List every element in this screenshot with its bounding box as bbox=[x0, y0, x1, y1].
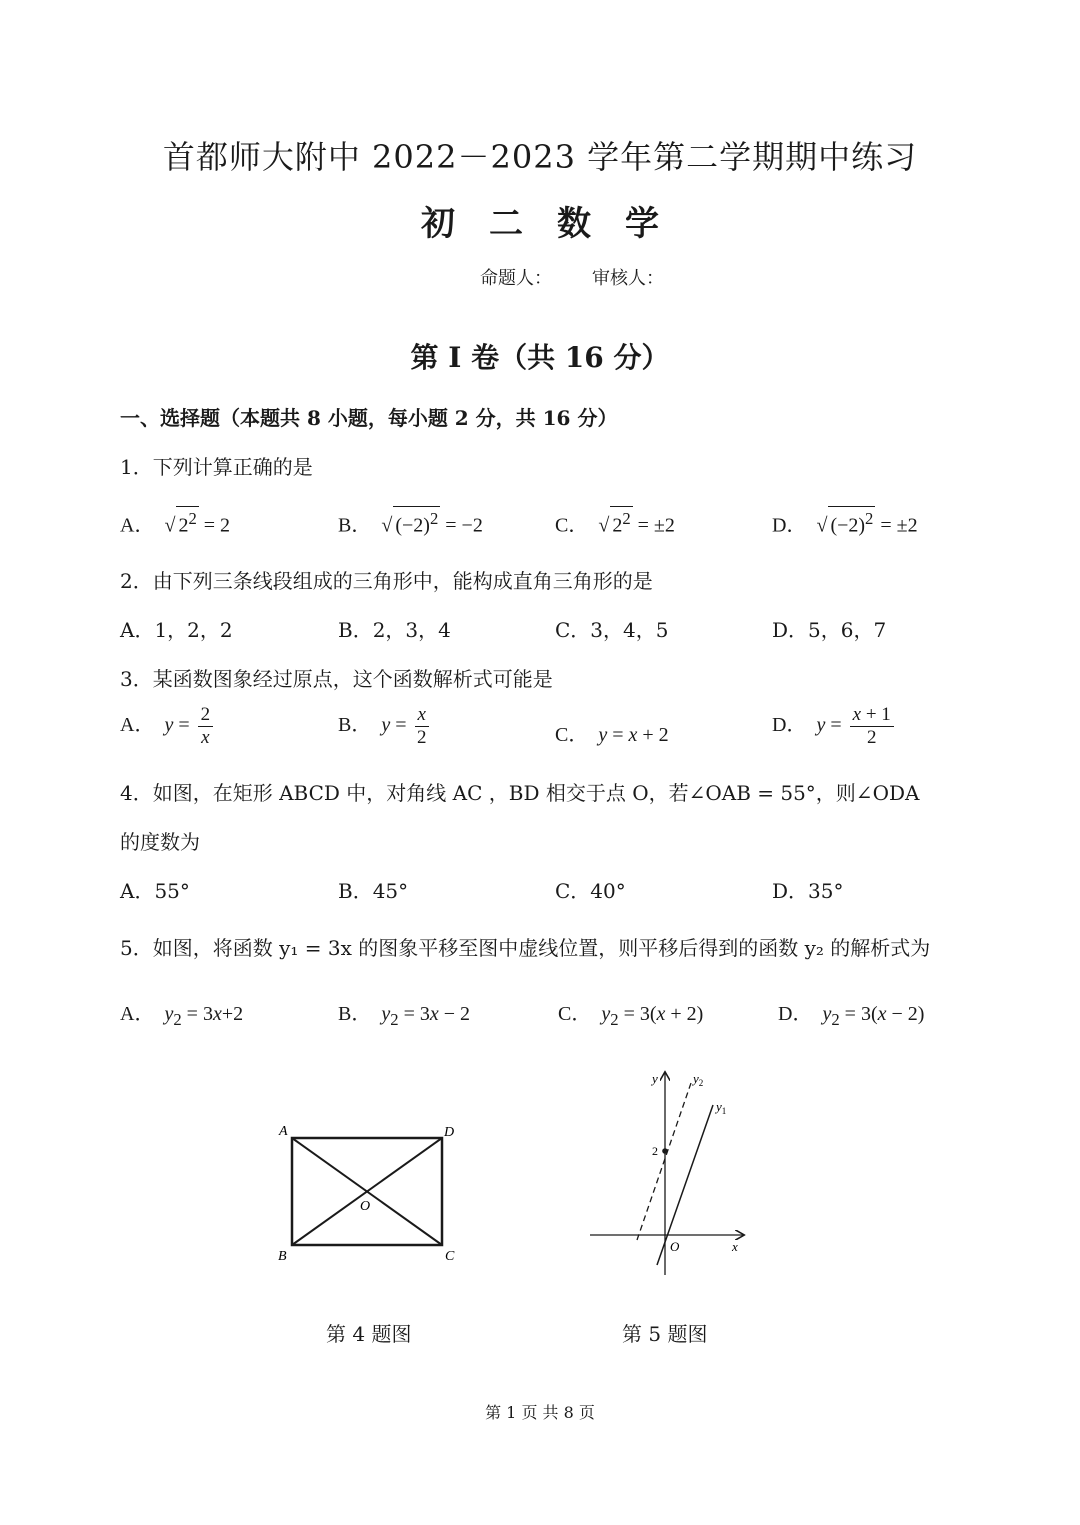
question-5-option-c: C． $y_2 = 3(x + 2)$ bbox=[558, 1003, 704, 1029]
question-3-stem: 3．某函数图象经过原点，这个函数解析式可能是 bbox=[120, 667, 553, 691]
page-footer: 第 1 页 共 8 页 bbox=[485, 1403, 595, 1422]
question-4-option-b: B．45° bbox=[338, 879, 409, 903]
question-2-stem: 2．由下列三条线段组成的三角形中，能构成直角三角形的是 bbox=[120, 569, 653, 593]
point-0-2 bbox=[662, 1148, 668, 1154]
subject-title: 初二数学 bbox=[421, 204, 693, 244]
question-3-option-b: B． y = $\frac{x}{2}$ bbox=[338, 704, 432, 749]
authors-line bbox=[480, 264, 704, 290]
question-2-option-a: A．1，2，2 bbox=[120, 618, 233, 642]
origin-label: O bbox=[670, 1239, 680, 1254]
question-2-option-d: D．5，6，7 bbox=[772, 618, 887, 642]
line-y2-dashed bbox=[637, 1083, 691, 1240]
question-3-option-a: A． y = $\frac{2}{x}$ bbox=[120, 704, 216, 749]
question-1-option-a: A． √ $2^2 = 2$ bbox=[120, 506, 230, 538]
question-1-option-b: B． √ $(-2)^2 = -2$ bbox=[338, 506, 483, 538]
question-4-stem-line2: 的度数为 bbox=[120, 830, 200, 854]
question-2-option-c: C．3，4，5 bbox=[555, 618, 669, 642]
question-5-option-d: D． $y_2 = 3(x - 2)$ bbox=[778, 1003, 925, 1029]
volume-title: 第 I 卷（共 16 分） bbox=[410, 341, 670, 374]
label-o: O bbox=[360, 1199, 371, 1214]
question-4-option-a: A．55° bbox=[120, 879, 190, 903]
question-4-stem-line1: 4．如图，在矩形 ABCD 中，对角线 AC ，BD 相交于点 O，若∠OAB = 55°，则∠ODA bbox=[120, 781, 920, 805]
question-3-option-c: C． y = x + 2 bbox=[555, 724, 669, 746]
tick-label-2: 2 bbox=[652, 1144, 658, 1158]
question-4-option-c: C．40° bbox=[555, 879, 626, 903]
label-d: D bbox=[444, 1125, 455, 1140]
label-b: B bbox=[278, 1249, 287, 1264]
question-3-option-d: D． y = $\frac{x + 1}{2}$ bbox=[772, 704, 897, 749]
figure-4-rectangle bbox=[270, 1115, 470, 1265]
question-2-option-b: B．2，3，4 bbox=[338, 618, 451, 642]
question-1-option-d: D． √ $(-2)^2 = \pm 2$ bbox=[772, 506, 918, 538]
line-label-y2: $y_2$ bbox=[693, 1071, 704, 1088]
axis-label-y: y bbox=[652, 1071, 658, 1086]
figure-5-caption: 第 5 题图 bbox=[622, 1322, 708, 1346]
figure-4-caption: 第 4 题图 bbox=[326, 1322, 412, 1346]
exam-title: 首都师大附中 2022－2023 学年第二学期期中练习 bbox=[162, 138, 918, 176]
question-4-option-d: D．35° bbox=[772, 879, 844, 903]
author-label: 命题人： bbox=[480, 268, 552, 289]
question-1-stem: 1．下列计算正确的是 bbox=[120, 455, 313, 479]
line-label-y1: $y_1$ bbox=[716, 1099, 727, 1116]
question-5-stem: 5．如图，将函数 y₁ = 3x 的图象平移至图中虚线位置，则平移后得到的函数 y₂ 的解析式为 bbox=[120, 936, 931, 960]
figure-5-graph bbox=[585, 1065, 765, 1280]
question-5-option-a: A． $y_2 = 3x+2$ bbox=[120, 1003, 244, 1029]
question-1-option-c: C． √ $2^2 = \pm 2$ bbox=[555, 506, 675, 538]
axis-label-x: x bbox=[732, 1239, 738, 1254]
question-5-option-b: B． $y_2 = 3x - 2$ bbox=[338, 1003, 471, 1029]
section-title: 一、选择题（本题共 8 小题，每小题 2 分，共 16 分） bbox=[120, 406, 618, 430]
label-c: C bbox=[445, 1249, 455, 1264]
reviewer-label: 审核人： bbox=[592, 268, 664, 289]
label-a: A bbox=[279, 1124, 288, 1139]
